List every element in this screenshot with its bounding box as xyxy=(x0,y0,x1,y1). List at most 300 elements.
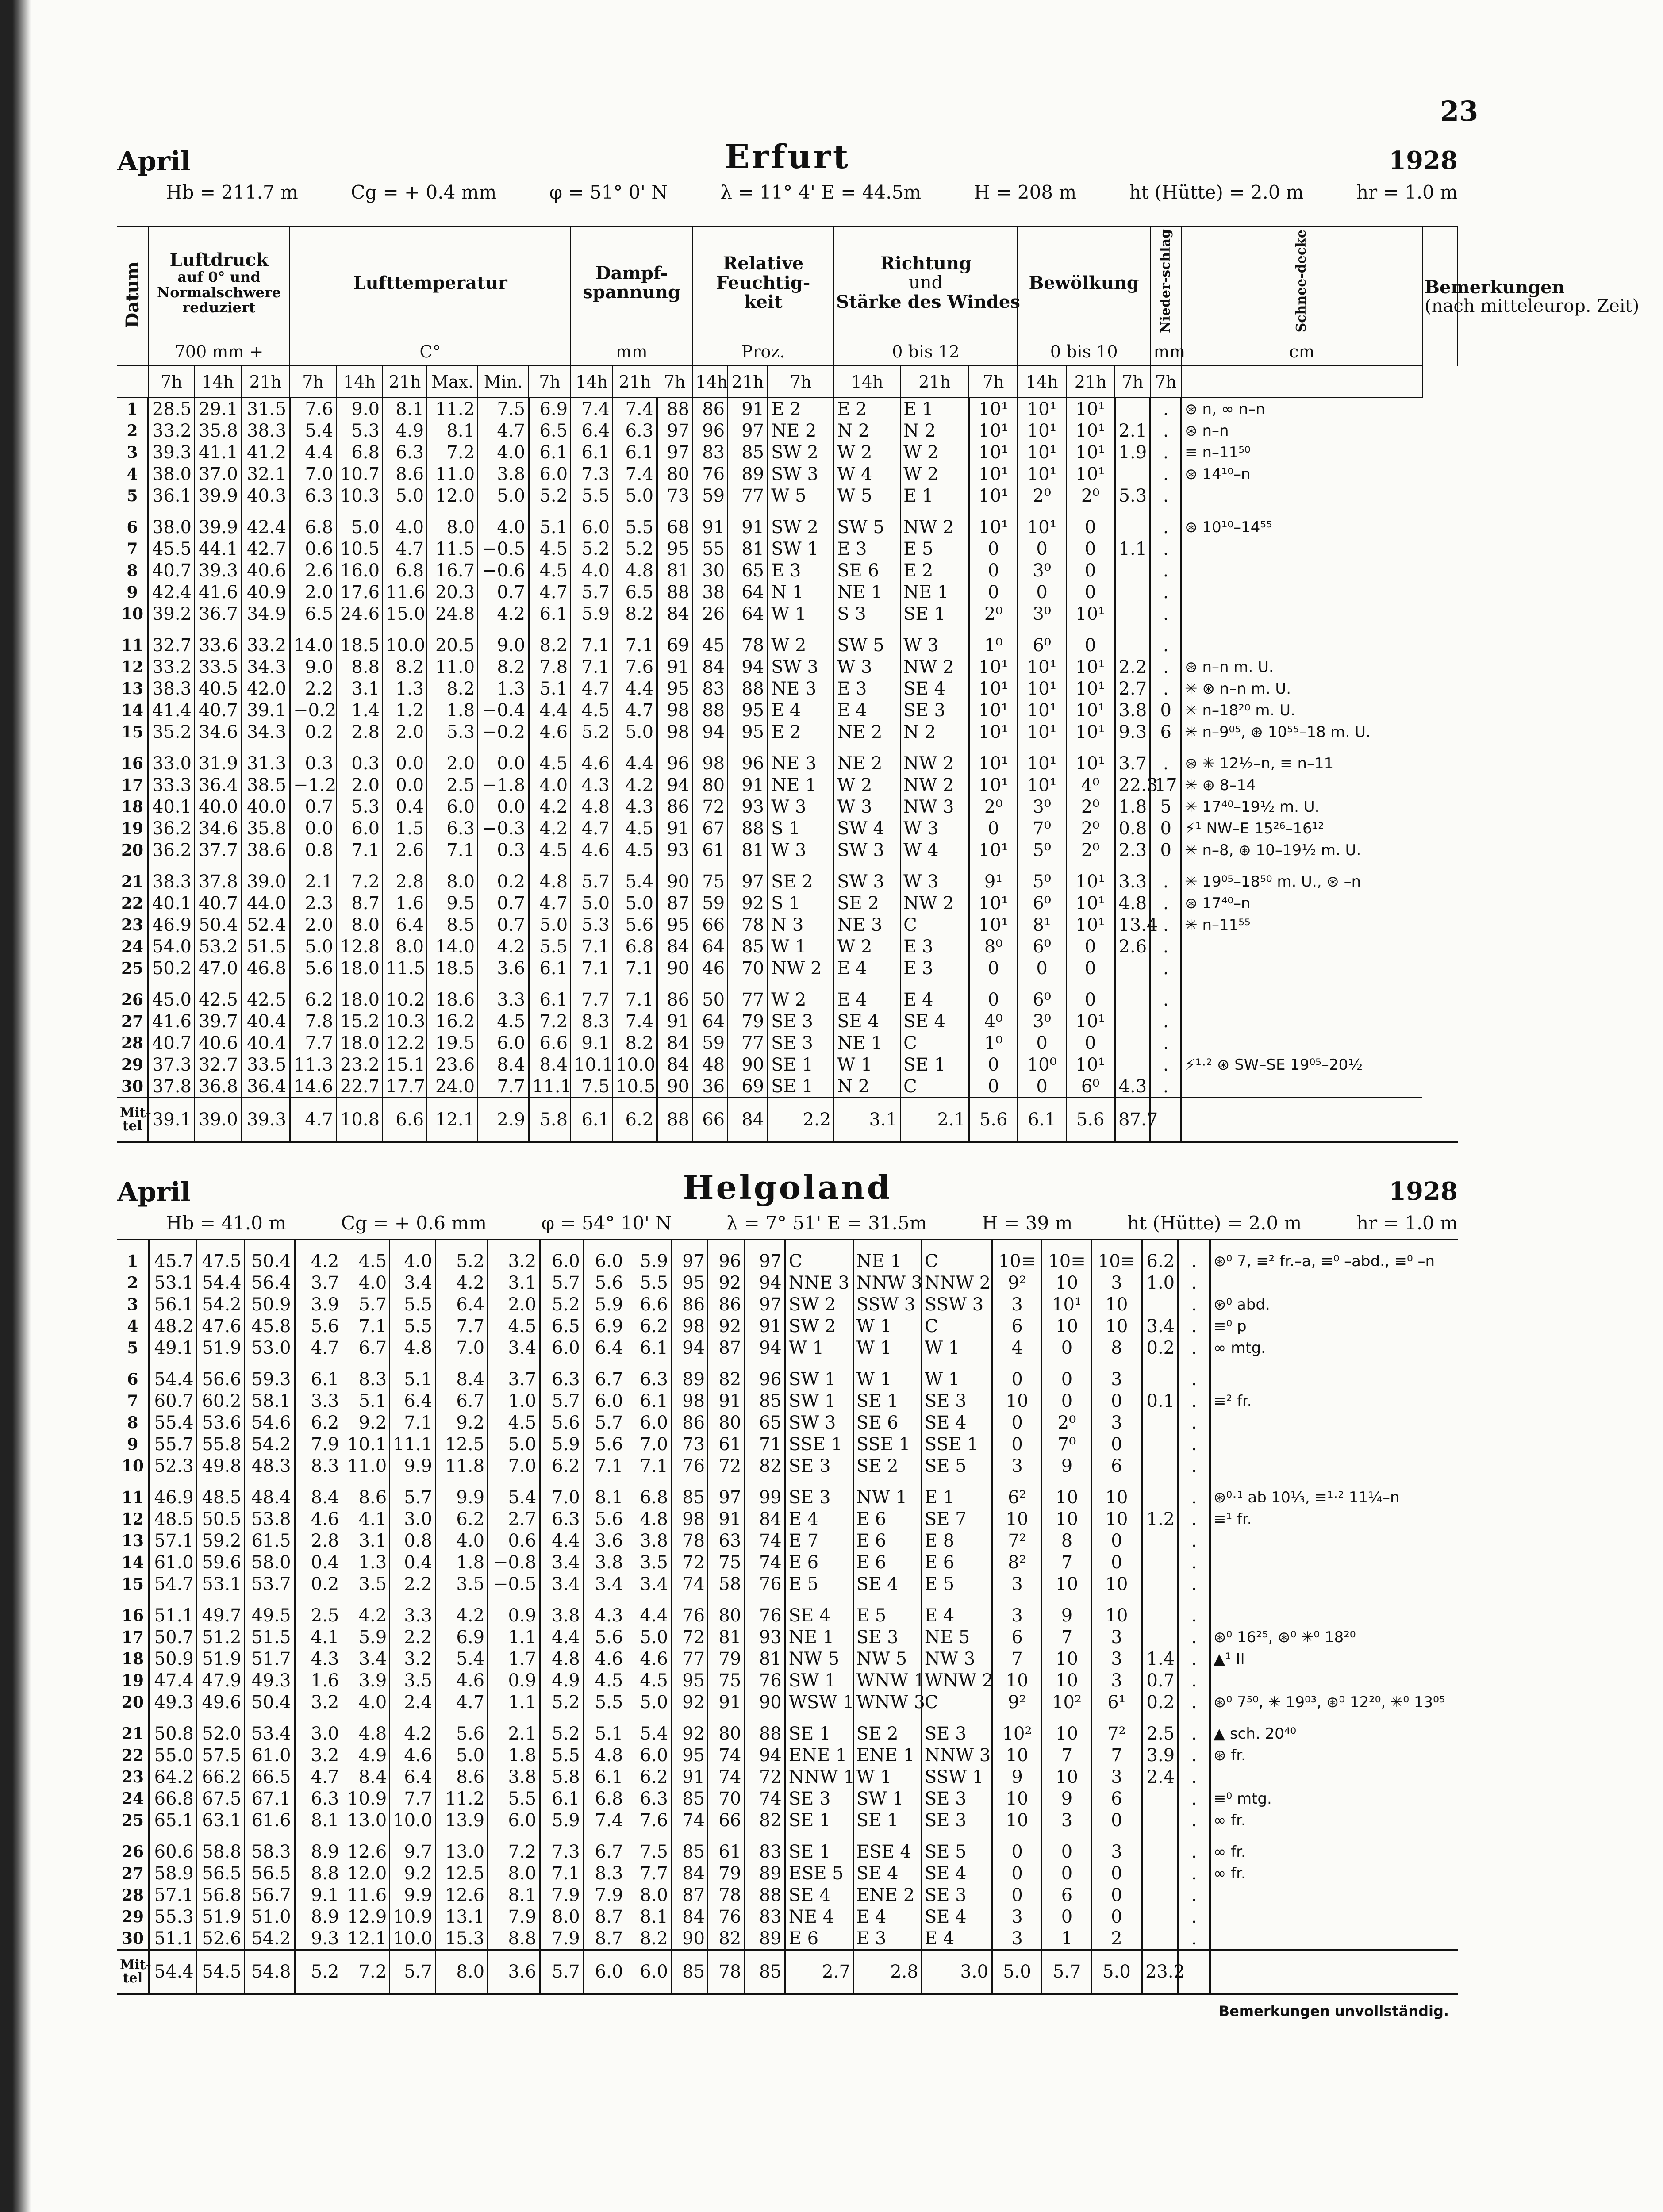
spacer-cell xyxy=(290,507,336,516)
spacer-cell xyxy=(853,1240,922,1250)
value-cell: 2.2 xyxy=(390,1573,435,1595)
spacer-cell xyxy=(1042,1477,1092,1486)
spacer-cell xyxy=(583,1477,626,1486)
hour-header-cell: 7h xyxy=(1115,366,1150,398)
remark-cell: ⊛ 17⁴⁰–n xyxy=(1181,892,1422,914)
day-number: 29 xyxy=(121,1055,144,1074)
value-cell: 4.6 xyxy=(571,753,613,774)
value-cell: . xyxy=(1178,1648,1210,1670)
value-cell: 10¹ xyxy=(1066,398,1115,420)
day-number: 10 xyxy=(121,604,144,623)
day-row xyxy=(117,1573,1458,1595)
value-cell: 6.7 xyxy=(435,1390,488,1412)
day-row xyxy=(117,1294,1458,1315)
day-number: 15 xyxy=(121,722,144,741)
value-cell: 3.4 xyxy=(583,1573,626,1595)
station-helgoland xyxy=(117,1169,1458,2020)
value-cell: 78 xyxy=(672,1530,708,1551)
bem-header: Bemerkungen xyxy=(1425,276,1565,298)
value-cell: E 6 xyxy=(853,1551,922,1573)
spacer-cell xyxy=(613,743,657,753)
value-cell: NE 4 xyxy=(785,1906,853,1928)
value-cell: 5.7 xyxy=(390,1950,435,1993)
spacer-cell xyxy=(295,1240,342,1250)
value-cell: 24.0 xyxy=(427,1075,478,1098)
remark-cell: ⊛⁰ abd. xyxy=(1210,1294,1458,1315)
value-cell: 10¹ xyxy=(1018,442,1066,463)
value-cell: 54.2 xyxy=(245,1928,295,1950)
value-cell: 5 xyxy=(1150,796,1181,818)
value-cell: 2.1 xyxy=(488,1723,540,1744)
value-cell: 16.2 xyxy=(427,1010,478,1032)
value-cell: 5.6 xyxy=(295,1315,342,1337)
cg-value: Cg = + 0.6 mm xyxy=(341,1212,487,1234)
value-cell: 9.3 xyxy=(1115,721,1150,743)
spacer-cell xyxy=(197,1595,245,1605)
spacer-cell xyxy=(1115,507,1150,516)
value-cell: 2.8 xyxy=(295,1530,342,1551)
value-cell: W 1 xyxy=(853,1337,922,1359)
value-cell: 74 xyxy=(708,1744,744,1766)
day-number: 16 xyxy=(121,754,144,773)
value-cell: 6⁰ xyxy=(1018,892,1066,914)
value-cell: N 1 xyxy=(768,581,834,603)
value-cell: 9² xyxy=(992,1691,1042,1713)
value-cell: 33.2 xyxy=(241,634,290,656)
day-number: 10 xyxy=(121,1456,144,1475)
value-cell: 8.1 xyxy=(488,1884,540,1906)
value-cell: 78 xyxy=(708,1950,744,1993)
value-cell: NE 1 xyxy=(785,1626,853,1648)
remark-cell xyxy=(1210,1551,1458,1573)
value-cell: 7.1 xyxy=(571,656,613,678)
day-row xyxy=(117,463,1457,485)
value-cell: E 6 xyxy=(853,1508,922,1530)
value-cell: −1.2 xyxy=(290,774,336,796)
day-row xyxy=(117,1433,1458,1455)
value-cell: 80 xyxy=(708,1605,744,1626)
value-cell: 40.7 xyxy=(148,560,195,581)
value-cell xyxy=(1115,581,1150,603)
spacer-cell xyxy=(435,1831,488,1841)
spacer-cell xyxy=(992,1240,1042,1250)
value-cell: 10.5 xyxy=(336,538,383,560)
value-cell xyxy=(1115,463,1150,485)
value-cell: 68 xyxy=(657,516,692,538)
value-cell: 45 xyxy=(692,634,728,656)
value-cell: 7.7 xyxy=(290,1032,336,1054)
value-cell: 90 xyxy=(657,871,692,892)
value-cell: 54.6 xyxy=(245,1412,295,1433)
value-cell: N 2 xyxy=(900,721,969,743)
value-cell: 4.0 xyxy=(478,516,529,538)
value-cell: 2.6 xyxy=(290,560,336,581)
value-cell: 40.7 xyxy=(148,1032,195,1054)
value-cell: 48 xyxy=(692,1054,728,1075)
value-cell: 8.2 xyxy=(626,1928,672,1950)
value-cell: 6 xyxy=(1092,1455,1142,1477)
value-cell: 52.3 xyxy=(149,1455,197,1477)
value-cell: 2.2 xyxy=(1115,656,1150,678)
hour-cell-blank xyxy=(117,366,148,398)
value-cell: 8.3 xyxy=(571,1010,613,1032)
value-cell: 51.0 xyxy=(245,1906,295,1928)
value-cell: 77 xyxy=(728,989,768,1010)
value-cell: 79 xyxy=(708,1863,744,1884)
value-cell: 84 xyxy=(657,1054,692,1075)
value-cell: 0.7 xyxy=(478,581,529,603)
spacer-cell xyxy=(992,1477,1042,1486)
value-cell: −1.8 xyxy=(478,774,529,796)
value-cell: . xyxy=(1178,1315,1210,1337)
value-cell: 5.2 xyxy=(435,1250,488,1272)
spacer-cell xyxy=(529,861,571,871)
value-cell: E 1 xyxy=(900,398,969,420)
spacer-cell xyxy=(1142,1831,1178,1841)
value-cell: 4.5 xyxy=(583,1670,626,1691)
station-erfurt xyxy=(117,138,1640,1143)
value-cell: 47.4 xyxy=(149,1670,197,1691)
spacer-cell xyxy=(969,507,1018,516)
value-cell: NE 3 xyxy=(768,753,834,774)
day-number: 7 xyxy=(127,539,138,558)
value-cell: 4.6 xyxy=(626,1648,672,1670)
value-cell: NW 1 xyxy=(853,1486,922,1508)
spacer-cell xyxy=(1018,507,1066,516)
value-cell: 58.9 xyxy=(149,1863,197,1884)
value-cell: 4.7 xyxy=(478,420,529,442)
value-cell: 31.3 xyxy=(241,753,290,774)
value-cell: 5.0 xyxy=(626,1626,672,1648)
spacer-cell xyxy=(626,1240,672,1250)
spacer-cell xyxy=(149,1359,197,1368)
value-cell: NNW 3 xyxy=(922,1744,992,1766)
value-cell: 4.2 xyxy=(342,1605,390,1626)
value-cell: W 2 xyxy=(900,463,969,485)
value-cell: 58.1 xyxy=(245,1390,295,1412)
value-cell: 10¹ xyxy=(1066,721,1115,743)
value-cell: 34.9 xyxy=(241,603,290,625)
value-cell: 6.2 xyxy=(540,1455,583,1477)
day-row xyxy=(117,957,1457,979)
spacer-cell xyxy=(1181,507,1422,516)
day-row xyxy=(117,774,1457,796)
value-cell: 11.3 xyxy=(290,1054,336,1075)
value-cell: 10 xyxy=(1092,1294,1142,1315)
spacer-cell xyxy=(1142,1595,1178,1605)
value-cell: 40.6 xyxy=(195,1032,241,1054)
value-cell: 0 xyxy=(1018,1075,1066,1098)
remark-cell xyxy=(1210,1928,1458,1950)
value-cell: 4.8 xyxy=(583,1744,626,1766)
value-cell: W 1 xyxy=(785,1337,853,1359)
value-cell: 6.1 xyxy=(571,442,613,463)
day-row xyxy=(117,1841,1458,1863)
value-cell: 8 xyxy=(1092,1337,1142,1359)
hour-header-cell: 14h xyxy=(692,366,728,398)
day-row xyxy=(117,818,1457,839)
group-spacer xyxy=(117,861,1457,871)
book-binding-edge xyxy=(0,0,31,2212)
day-row xyxy=(117,442,1457,463)
value-cell: W 1 xyxy=(768,603,834,625)
value-cell: 3.3 xyxy=(478,989,529,1010)
value-cell: . xyxy=(1150,753,1181,774)
value-cell: . xyxy=(1150,581,1181,603)
value-cell: 2⁰ xyxy=(1066,485,1115,507)
remark-cell: ⊛ ✳ 12½–n, ≡ n–11 xyxy=(1181,753,1422,774)
spacer-cell xyxy=(117,1713,149,1723)
value-cell: 10.8 xyxy=(336,1098,383,1141)
spacer-cell xyxy=(195,861,241,871)
value-cell: 0 xyxy=(969,538,1018,560)
spacer-cell xyxy=(1042,1831,1092,1841)
value-cell: 38.3 xyxy=(148,871,195,892)
value-cell: 86 xyxy=(657,796,692,818)
spacer-cell xyxy=(672,1359,708,1368)
spacer-cell xyxy=(390,1713,435,1723)
remark-cell xyxy=(1210,1670,1458,1691)
value-cell: N 2 xyxy=(900,420,969,442)
spacer-cell xyxy=(728,979,768,989)
value-cell: 4.7 xyxy=(290,1098,336,1141)
value-cell: 1.0 xyxy=(488,1390,540,1412)
value-cell: . xyxy=(1150,936,1181,957)
spacer-cell xyxy=(626,1359,672,1368)
value-cell: SW 2 xyxy=(785,1315,853,1337)
year-label: 1928 xyxy=(1389,146,1458,175)
value-cell: 0 xyxy=(969,989,1018,1010)
remark-cell: ⚡¹ NW–E 15²⁶–16¹² xyxy=(1181,818,1422,839)
value-cell: 85 xyxy=(672,1841,708,1863)
erfurt-rows xyxy=(117,398,1457,1141)
spacer-cell xyxy=(1092,1359,1142,1368)
value-cell: . xyxy=(1178,1486,1210,1508)
remark-cell xyxy=(1210,1906,1458,1928)
value-cell: 3.9 xyxy=(295,1294,342,1315)
value-cell: . xyxy=(1178,1573,1210,1595)
value-cell: 97 xyxy=(708,1486,744,1508)
value-cell: 6.8 xyxy=(583,1788,626,1809)
value-cell: 6.9 xyxy=(435,1626,488,1648)
value-cell: 0.1 xyxy=(1142,1390,1178,1412)
value-cell: 8.4 xyxy=(342,1766,390,1788)
erfurt-table xyxy=(117,226,1640,1141)
value-cell: WNW 1 xyxy=(853,1670,922,1691)
value-cell: 0 xyxy=(1042,1337,1092,1359)
value-cell: 38.0 xyxy=(148,516,195,538)
station-name: Helgoland xyxy=(683,1169,892,1207)
value-cell: 7.2 xyxy=(342,1950,390,1993)
value-cell: 2.4 xyxy=(1142,1766,1178,1788)
value-cell: 98 xyxy=(672,1508,708,1530)
value-cell: 5.8 xyxy=(529,1098,571,1141)
day-number: 27 xyxy=(121,1012,144,1031)
spacer-cell xyxy=(117,979,148,989)
remark-cell: ⊛ 14¹⁰–n xyxy=(1181,463,1422,485)
remark-cell: ✳ n–9⁰⁵, ⊛ 10⁵⁵–18 m. U. xyxy=(1181,721,1422,743)
value-cell: 0 xyxy=(969,581,1018,603)
value-cell: 39.3 xyxy=(241,1098,290,1141)
value-cell: 10 xyxy=(1042,1723,1092,1744)
value-cell: 10¹ xyxy=(969,753,1018,774)
lufttemp-unit: C° xyxy=(290,338,571,366)
spacer-cell xyxy=(295,1595,342,1605)
value-cell: 84 xyxy=(692,656,728,678)
day-row xyxy=(117,1648,1458,1670)
value-cell: N 2 xyxy=(834,420,900,442)
value-cell: 96 xyxy=(708,1250,744,1272)
value-cell: W 1 xyxy=(768,936,834,957)
value-cell: W 2 xyxy=(834,936,900,957)
value-cell: 8.8 xyxy=(488,1928,540,1950)
value-cell: 4.7 xyxy=(295,1337,342,1359)
value-cell: 40.5 xyxy=(195,678,241,699)
value-cell: E 3 xyxy=(900,936,969,957)
value-cell: 10¹ xyxy=(969,914,1018,936)
value-cell: 3.8 xyxy=(488,1766,540,1788)
value-cell: 65 xyxy=(744,1412,785,1433)
value-cell: 87 xyxy=(672,1884,708,1906)
value-cell: 49.1 xyxy=(149,1337,197,1359)
value-cell: 3 xyxy=(1092,1841,1142,1863)
remark-cell xyxy=(1210,1455,1458,1477)
lufttemp-header: Lufttemperatur xyxy=(290,227,571,338)
value-cell: 1.3 xyxy=(478,678,529,699)
value-cell: 59.2 xyxy=(197,1530,245,1551)
spacer-cell xyxy=(768,979,834,989)
value-cell: 0 xyxy=(1018,581,1066,603)
helgoland-rows xyxy=(117,1240,1458,1993)
remark-cell xyxy=(1181,560,1422,581)
value-cell xyxy=(1142,1433,1178,1455)
value-cell xyxy=(1142,1884,1178,1906)
value-cell: 10 xyxy=(992,1508,1042,1530)
day-number: 28 xyxy=(121,1033,144,1052)
value-cell: 38.5 xyxy=(241,774,290,796)
value-cell: 48.4 xyxy=(245,1486,295,1508)
value-cell: . xyxy=(1150,1054,1181,1075)
value-cell: 13.4 xyxy=(1115,914,1150,936)
spacer-cell xyxy=(583,1713,626,1723)
day-number: 4 xyxy=(127,1317,138,1336)
value-cell: E 6 xyxy=(785,1551,853,1573)
value-cell: 0 xyxy=(969,818,1018,839)
value-cell: 7 xyxy=(1092,1744,1142,1766)
spacer-cell xyxy=(148,861,195,871)
value-cell: W 1 xyxy=(853,1368,922,1390)
value-cell: 10¹ xyxy=(1066,753,1115,774)
value-cell: 91 xyxy=(728,398,768,420)
value-cell: 41.1 xyxy=(195,442,241,463)
spacer-cell xyxy=(1142,1240,1178,1250)
value-cell: 1.8 xyxy=(427,699,478,721)
value-cell: . xyxy=(1150,485,1181,507)
value-cell: 40.7 xyxy=(195,699,241,721)
spacer-cell xyxy=(626,1831,672,1841)
day-number: 7 xyxy=(127,1391,138,1410)
value-cell: 76 xyxy=(708,1906,744,1928)
value-cell: SW 5 xyxy=(834,516,900,538)
value-cell: 77 xyxy=(728,1032,768,1054)
value-cell: 3.5 xyxy=(390,1670,435,1691)
value-cell: 64 xyxy=(728,603,768,625)
value-cell: 54.0 xyxy=(148,936,195,957)
value-cell: 46.8 xyxy=(241,957,290,979)
remark-cell xyxy=(1181,936,1422,957)
value-cell: 1.8 xyxy=(488,1744,540,1766)
value-cell: 5.1 xyxy=(342,1390,390,1412)
value-cell: E 5 xyxy=(922,1573,992,1595)
spacer-cell xyxy=(583,1831,626,1841)
value-cell: 7.7 xyxy=(478,1075,529,1098)
value-cell: 18.0 xyxy=(336,1032,383,1054)
value-cell: 5.5 xyxy=(626,1272,672,1294)
value-cell: 0 xyxy=(1018,957,1066,979)
day-number: 18 xyxy=(121,797,144,816)
value-cell: 10¹ xyxy=(969,774,1018,796)
value-cell: . xyxy=(1178,1337,1210,1359)
value-cell: 4.4 xyxy=(613,753,657,774)
value-cell: NE 1 xyxy=(853,1250,922,1272)
value-cell: SW 3 xyxy=(785,1412,853,1433)
value-cell: 2.0 xyxy=(383,721,427,743)
value-cell: 80 xyxy=(657,463,692,485)
spacer-cell xyxy=(245,1359,295,1368)
value-cell: 6.5 xyxy=(529,420,571,442)
value-cell: 3.1 xyxy=(342,1530,390,1551)
value-cell: 10 xyxy=(1042,1315,1092,1337)
value-cell: 56.5 xyxy=(245,1863,295,1884)
value-cell: . xyxy=(1150,634,1181,656)
spacer-cell xyxy=(245,1477,295,1486)
value-cell: 6.0 xyxy=(488,1809,540,1831)
value-cell: 10 xyxy=(1042,1670,1092,1691)
day-row xyxy=(117,560,1457,581)
spacer-cell xyxy=(768,625,834,634)
value-cell: 82 xyxy=(708,1928,744,1950)
value-cell: 54.4 xyxy=(149,1950,197,1993)
value-cell: 5.7 xyxy=(571,581,613,603)
value-cell: 6.1 xyxy=(626,1337,672,1359)
value-cell: 81 xyxy=(728,538,768,560)
spacer-cell xyxy=(900,743,969,753)
value-cell: 95 xyxy=(672,1744,708,1766)
value-cell: 3⁰ xyxy=(1018,796,1066,818)
value-cell: 1.3 xyxy=(342,1551,390,1573)
hour-header-cell: 7h xyxy=(768,366,834,398)
value-cell: 37.8 xyxy=(195,871,241,892)
value-cell: 10¹ xyxy=(1066,678,1115,699)
value-cell: 61.0 xyxy=(149,1551,197,1573)
spacer-cell xyxy=(744,1359,785,1368)
value-cell: 92 xyxy=(708,1315,744,1337)
value-cell: 90 xyxy=(657,1075,692,1098)
spacer-cell xyxy=(626,1713,672,1723)
group-spacer xyxy=(117,979,1457,989)
value-cell: 70 xyxy=(708,1788,744,1809)
value-cell: . xyxy=(1178,1508,1210,1530)
value-cell: 5.9 xyxy=(571,603,613,625)
value-cell: 91 xyxy=(708,1691,744,1713)
value-cell: 9.0 xyxy=(290,656,336,678)
value-cell: 6.4 xyxy=(571,420,613,442)
hour-header-cell: 14h xyxy=(834,366,900,398)
value-cell xyxy=(1142,1486,1178,1508)
value-cell: 7.1 xyxy=(626,1455,672,1477)
value-cell: . xyxy=(1178,1884,1210,1906)
value-cell: 3.2 xyxy=(488,1250,540,1272)
